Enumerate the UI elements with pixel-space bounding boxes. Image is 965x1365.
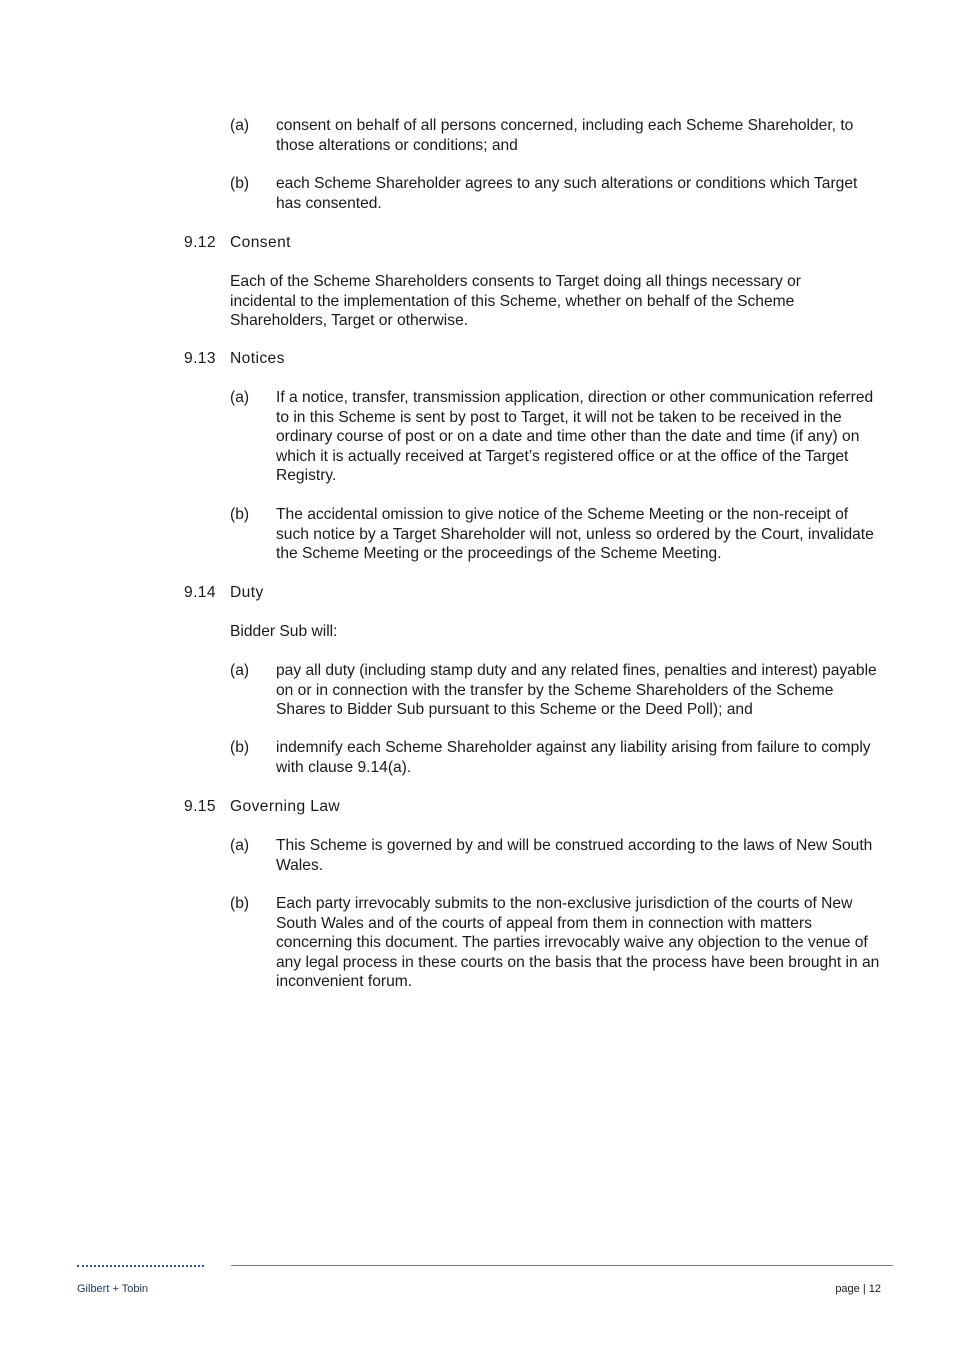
clause-9-12-body: Each of the Scheme Shareholders consents to Target doing all things necessary or incidental to the implementation of this Scheme, whether on behalf of the Scheme Shareholders, Target or otherwise. [230, 273, 801, 330]
footer-rule [231, 1265, 893, 1266]
clause-text: If a notice, transfer, transmission application, direction or other communication referred to in this Scheme is sent by post to Target, it will not be taken to be received in the ordinary course of post or on a date and time other than the date and time (if any) on which it is actually received at Target’s registered office or at the office of the Target Registry. [276, 389, 874, 485]
clause-label: (a) [230, 837, 250, 854]
clause-label: (b) [230, 175, 250, 192]
clause-9-14-a [230, 661, 880, 720]
heading-9-15 [184, 797, 340, 817]
clause-text: pay all duty (including stamp duty and any related fines, penalties and interest) payable on or in connection with the transfer by the Scheme Shareholders of the Scheme Shares to Bidder Sub pursuant to this Scheme or the Deed Poll); and [276, 662, 877, 719]
clause-label: (a) [230, 117, 250, 134]
clause-9-15-a [230, 836, 880, 875]
clause-label: (b) [230, 895, 250, 912]
heading-9-13 [184, 349, 285, 369]
clause-text: each Scheme Shareholder agrees to any such alterations or conditions which Target has consented. [276, 175, 858, 212]
clause-text: indemnify each Scheme Shareholder against any liability arising from failure to comply with clause 9.14(a). [276, 739, 871, 776]
clause-text: This Scheme is governed by and will be construed according to the laws of New South Wales. [276, 837, 873, 874]
footer-firm-name: Gilbert + Tobin [77, 1283, 149, 1295]
clause-9-13-a [230, 388, 880, 486]
clause-label: (b) [230, 506, 250, 523]
heading-title: Governing Law [230, 798, 341, 815]
heading-title: Notices [230, 350, 285, 367]
clause-9-11-b [230, 174, 880, 213]
heading-title: Duty [230, 584, 264, 601]
heading-number: 9.15 [184, 798, 216, 815]
heading-number: 9.12 [184, 234, 216, 251]
clause-9-13-b [230, 505, 880, 564]
clause-9-11-a [230, 116, 880, 155]
clause-label: (a) [230, 389, 250, 406]
clause-9-14-b [230, 738, 880, 777]
clause-text: consent on behalf of all persons concerned, including each Scheme Shareholder, to those alterations or conditions; and [276, 117, 854, 154]
heading-number: 9.13 [184, 350, 216, 367]
heading-9-12 [184, 233, 291, 253]
clause-9-14-intro: Bidder Sub will: [230, 623, 338, 640]
heading-9-14 [184, 583, 264, 603]
clause-text: The accidental omission to give notice of the Scheme Meeting or the non-receipt of such notice by a Target Shareholder will not, unless so ordered by the Court, invalidate the Scheme Meeting or the proceedings of the Scheme Meeting. [276, 506, 874, 563]
clause-text: Each party irrevocably submits to the non-exclusive jurisdiction of the courts of New South Wales and of the courts of appeal from them in connection with matters concerning this document. The parties irrevocably waive any objection to the venue of any legal process in these courts on the basis that the process have been brought in an inconvenient forum. [276, 895, 880, 991]
heading-title: Consent [230, 234, 291, 251]
clause-9-15-b [230, 894, 880, 992]
clause-label: (a) [230, 662, 250, 679]
heading-number: 9.14 [184, 584, 216, 601]
clause-label: (b) [230, 739, 250, 756]
footer-page-number: page | 12 [835, 1283, 881, 1295]
footer-dotted-rule [77, 1265, 204, 1267]
